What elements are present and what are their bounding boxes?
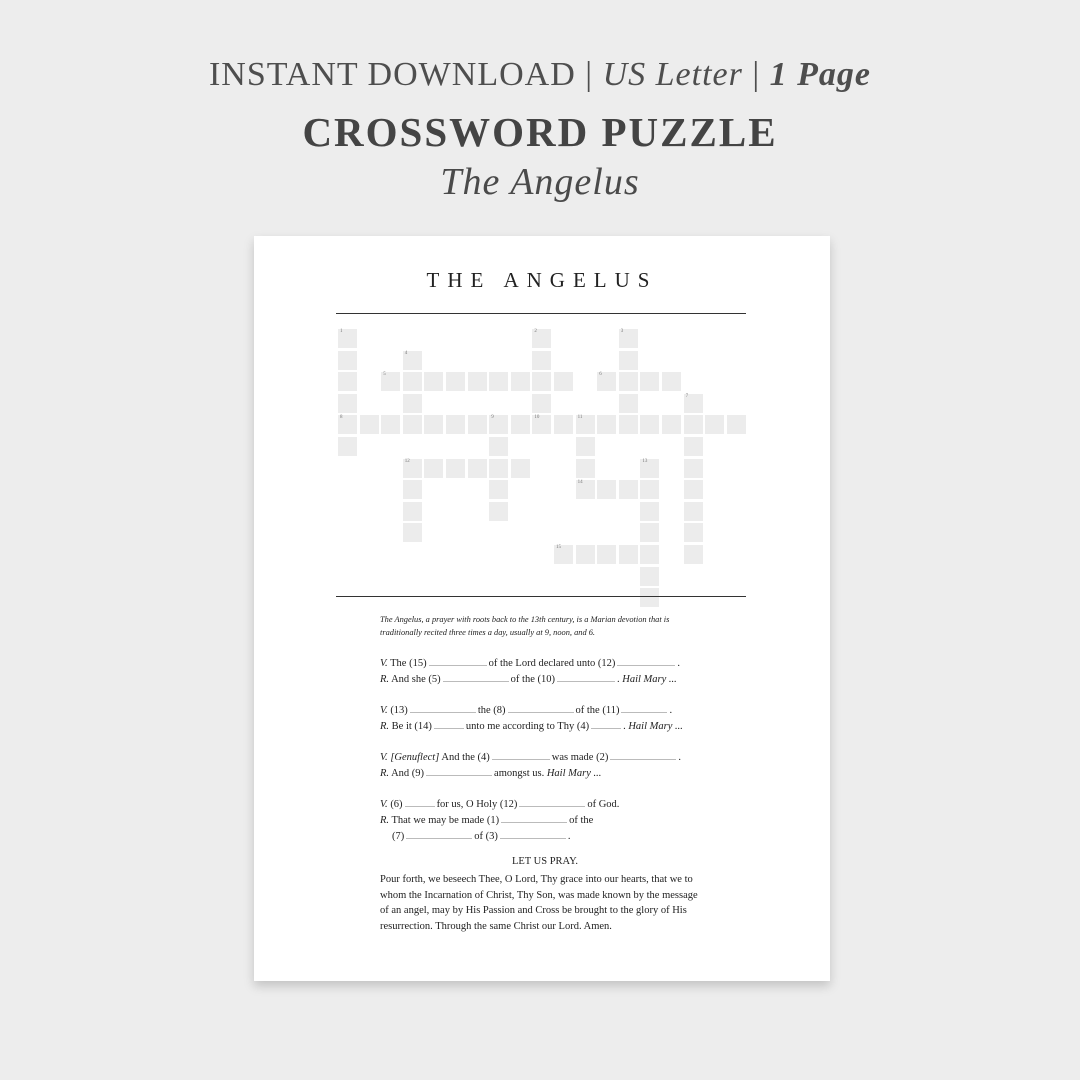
grid-number: 8 xyxy=(340,415,343,421)
response-lead: R. xyxy=(380,721,390,732)
grid-cell[interactable] xyxy=(381,415,400,434)
grid-cell[interactable] xyxy=(640,502,659,521)
grid-cell[interactable] xyxy=(489,459,508,478)
banner-paper-size: US Letter xyxy=(602,56,743,93)
grid-number: 2 xyxy=(534,329,537,334)
sheet-title: THE ANGELUS xyxy=(426,268,658,292)
grid-cell[interactable] xyxy=(684,459,703,478)
grid-cell[interactable] xyxy=(554,372,573,391)
response-text: That we may be made (1) xyxy=(391,815,500,826)
response-line-continued xyxy=(380,827,720,843)
response-lead: R. xyxy=(380,815,390,826)
prayer-text: Pour forth, we beseech Thee, O Lord, Thy grace into our hearts, that we to whom the Incarnation of Christ, Thy Son, was made known by the message of an angel, may by His Passion and Cross be brought to the glory of His resurrection. Through the same Christ our Lord. Amen. xyxy=(380,874,698,933)
verse-lead: V. xyxy=(380,752,388,763)
response-text: Be it (14) xyxy=(391,721,432,732)
answer-blank[interactable] xyxy=(443,670,509,682)
answer-blank[interactable] xyxy=(406,827,472,839)
grid-cell[interactable] xyxy=(640,523,659,542)
verse-text: (13) xyxy=(390,705,408,716)
answer-blank[interactable] xyxy=(434,717,464,729)
grid-cell[interactable] xyxy=(684,545,703,564)
grid-cell[interactable] xyxy=(532,329,551,348)
grid-cell[interactable] xyxy=(640,588,659,607)
grid-cell[interactable] xyxy=(381,372,400,391)
response-text: . xyxy=(623,721,626,732)
grid-cell[interactable] xyxy=(511,459,530,478)
answer-blank[interactable] xyxy=(500,827,566,839)
verse-line xyxy=(380,748,720,764)
verse-text: . xyxy=(678,752,681,763)
grid-cell[interactable] xyxy=(554,545,573,564)
stanza-1 xyxy=(380,654,720,686)
grid-cell[interactable] xyxy=(554,415,573,434)
answer-blank[interactable] xyxy=(492,748,550,760)
grid-cell[interactable] xyxy=(640,459,659,478)
stanza-3 xyxy=(380,748,720,780)
answer-blank[interactable] xyxy=(610,748,676,760)
answer-blank[interactable] xyxy=(591,717,621,729)
verse-line xyxy=(380,795,720,811)
grid-cell[interactable] xyxy=(619,545,638,564)
grid-cell[interactable] xyxy=(684,523,703,542)
response-text: of (3) xyxy=(474,831,498,842)
grid-number: 1 xyxy=(340,329,343,334)
grid-cell[interactable] xyxy=(532,394,551,413)
verse-text: of God. xyxy=(587,799,620,810)
grid-cell[interactable] xyxy=(684,480,703,499)
grid-cell[interactable] xyxy=(640,567,659,586)
grid-cell[interactable] xyxy=(403,372,422,391)
answer-blank[interactable] xyxy=(426,764,492,776)
verse-text: And the (4) xyxy=(441,752,490,763)
grid-cell[interactable] xyxy=(489,372,508,391)
response-line xyxy=(380,764,720,780)
grid-cell[interactable] xyxy=(338,351,357,370)
grid-number: 15 xyxy=(556,545,561,550)
answer-blank[interactable] xyxy=(501,811,567,823)
verse-text: (6) xyxy=(390,799,403,810)
grid-cell[interactable] xyxy=(684,502,703,521)
grid-number: 5 xyxy=(383,372,386,378)
stanza-4 xyxy=(380,795,720,843)
grid-cell[interactable] xyxy=(576,459,595,478)
response-text: of the xyxy=(569,815,594,826)
banner-title: CROSSWORD PUZZLE xyxy=(302,109,778,155)
grid-cell[interactable] xyxy=(468,415,487,434)
hail-mary-cue: Hail Mary ... xyxy=(622,674,677,685)
grid-cell[interactable] xyxy=(338,329,357,348)
grid-number: 9 xyxy=(491,415,494,421)
stanza-2 xyxy=(380,701,720,733)
response-lead: R. xyxy=(380,768,390,779)
grid-cell[interactable] xyxy=(489,480,508,499)
verse-text: the (8) xyxy=(477,705,506,716)
top-rule xyxy=(336,313,746,314)
grid-cell[interactable] xyxy=(662,415,681,434)
grid-cell[interactable] xyxy=(424,372,443,391)
grid-cell[interactable] xyxy=(360,415,379,434)
intro-text: The Angelus, a prayer with roots back to the 13th century, is a Marian devotion that is traditionally recited three times a day, usually at 9, noon, and 6. xyxy=(380,615,670,637)
banner-instant-download: INSTANT DOWNLOAD | xyxy=(208,56,603,93)
grid-cell[interactable] xyxy=(640,545,659,564)
grid-number: 13 xyxy=(642,458,648,464)
answer-blank[interactable] xyxy=(617,654,675,666)
grid-cell[interactable] xyxy=(403,502,422,521)
response-text: . xyxy=(567,831,571,842)
grid-cell[interactable] xyxy=(403,480,422,499)
verse-text: . xyxy=(677,658,681,669)
grid-cell[interactable] xyxy=(684,415,703,434)
grid-cell[interactable] xyxy=(338,437,357,456)
grid-cell[interactable] xyxy=(640,372,659,391)
banner-page-count: 1 Page xyxy=(769,56,872,93)
response-text: . xyxy=(617,674,620,685)
grid-cell[interactable] xyxy=(619,372,638,391)
grid-number: 11 xyxy=(577,415,583,421)
grid-number: 10 xyxy=(534,415,540,421)
grid-cell[interactable] xyxy=(403,415,422,434)
banner-subtitle: The Angelus xyxy=(440,161,640,203)
response-text: (7) xyxy=(392,831,405,842)
grid-cell[interactable] xyxy=(468,372,487,391)
grid-cell[interactable] xyxy=(489,437,508,456)
grid-cell[interactable] xyxy=(576,545,595,564)
grid-cell[interactable] xyxy=(446,459,465,478)
grid-cell[interactable] xyxy=(489,502,508,521)
response-text: And she (5) xyxy=(391,674,441,685)
grid-cell[interactable] xyxy=(619,415,638,434)
answer-blank[interactable] xyxy=(519,795,585,807)
answer-blank[interactable] xyxy=(405,795,435,807)
grid-number: 3 xyxy=(620,329,624,334)
answer-blank[interactable] xyxy=(557,670,615,682)
grid-number: 7 xyxy=(685,393,689,399)
grid-number: 4 xyxy=(404,350,408,356)
response-line xyxy=(380,811,720,827)
grid-cell[interactable] xyxy=(576,437,595,456)
verses xyxy=(380,654,720,858)
verse-text: for us, O Holy (12) xyxy=(436,799,518,810)
grid-cell[interactable] xyxy=(619,394,638,413)
grid-cell[interactable] xyxy=(619,329,638,348)
genuflect-cue: [Genuflect] xyxy=(390,752,440,763)
grid-cell[interactable] xyxy=(597,545,616,564)
grid-cell[interactable] xyxy=(446,372,465,391)
verse-lead: V. xyxy=(380,658,388,669)
answer-blank[interactable] xyxy=(410,701,476,713)
verse-line xyxy=(380,654,720,670)
response-text: of the (10) xyxy=(510,674,555,685)
verse-text: was made (2) xyxy=(551,752,609,763)
grid-cell[interactable] xyxy=(640,415,659,434)
grid-cell[interactable] xyxy=(532,372,551,391)
grid-number: 14 xyxy=(577,480,583,486)
grid-cell[interactable] xyxy=(619,480,638,499)
answer-blank[interactable] xyxy=(621,701,667,713)
grid-cell[interactable] xyxy=(338,415,357,434)
verse-text: The (15) xyxy=(390,658,427,669)
response-text: unto me according to Thy (4) xyxy=(465,721,590,732)
response-line xyxy=(380,670,720,686)
verse-text: of the Lord declared unto (12) xyxy=(488,658,616,669)
grid-cell[interactable] xyxy=(576,480,595,499)
grid-cell[interactable] xyxy=(489,415,508,434)
hail-mary-cue: Hail Mary ... xyxy=(628,721,683,732)
banner-line-format xyxy=(0,56,1080,94)
grid-cell[interactable] xyxy=(597,372,616,391)
grid-cell[interactable] xyxy=(424,415,443,434)
hail-mary-cue: Hail Mary ... xyxy=(546,768,602,779)
response-line xyxy=(380,717,720,733)
response-text: amongst us. xyxy=(494,768,545,779)
grid-cell[interactable] xyxy=(532,351,551,370)
grid-cell[interactable] xyxy=(403,523,422,542)
verse-text: . xyxy=(669,705,673,716)
grid-number: 12 xyxy=(404,458,410,464)
response-text: And (9) xyxy=(391,768,425,779)
grid-cell[interactable] xyxy=(468,459,487,478)
grid-cell[interactable] xyxy=(403,459,422,478)
grid-cell[interactable] xyxy=(338,394,357,413)
answer-blank[interactable] xyxy=(429,654,487,666)
verse-lead: V. xyxy=(380,705,388,716)
grid-cell[interactable] xyxy=(684,437,703,456)
grid-cell[interactable] xyxy=(446,415,465,434)
grid-cell[interactable] xyxy=(338,372,357,391)
grid-cell[interactable] xyxy=(684,394,703,413)
verse-text: of the (11) xyxy=(575,705,620,716)
verse-lead: V. xyxy=(380,799,388,810)
verse-line xyxy=(380,701,720,717)
grid-cell[interactable] xyxy=(532,415,551,434)
grid-number: 6 xyxy=(599,372,602,378)
let-us-pray-heading: LET US PRAY. xyxy=(511,856,579,867)
answer-blank[interactable] xyxy=(508,701,574,713)
grid-cell[interactable] xyxy=(597,480,616,499)
grid-cell[interactable] xyxy=(597,415,616,434)
grid-cell[interactable] xyxy=(424,459,443,478)
grid-cell[interactable] xyxy=(511,415,530,434)
grid-cell[interactable] xyxy=(403,351,422,370)
grid-cell[interactable] xyxy=(576,415,595,434)
response-lead: R. xyxy=(380,674,390,685)
grid-cell[interactable] xyxy=(705,415,724,434)
grid-cell[interactable] xyxy=(727,415,746,434)
grid-cell[interactable] xyxy=(640,480,659,499)
grid-cell[interactable] xyxy=(619,351,638,370)
grid-cell[interactable] xyxy=(403,394,422,413)
puzzle-sheet xyxy=(254,236,830,981)
grid-cell[interactable] xyxy=(662,372,681,391)
banner-separator: | xyxy=(742,56,770,93)
grid-cell[interactable] xyxy=(511,372,530,391)
bottom-rule xyxy=(336,596,746,597)
